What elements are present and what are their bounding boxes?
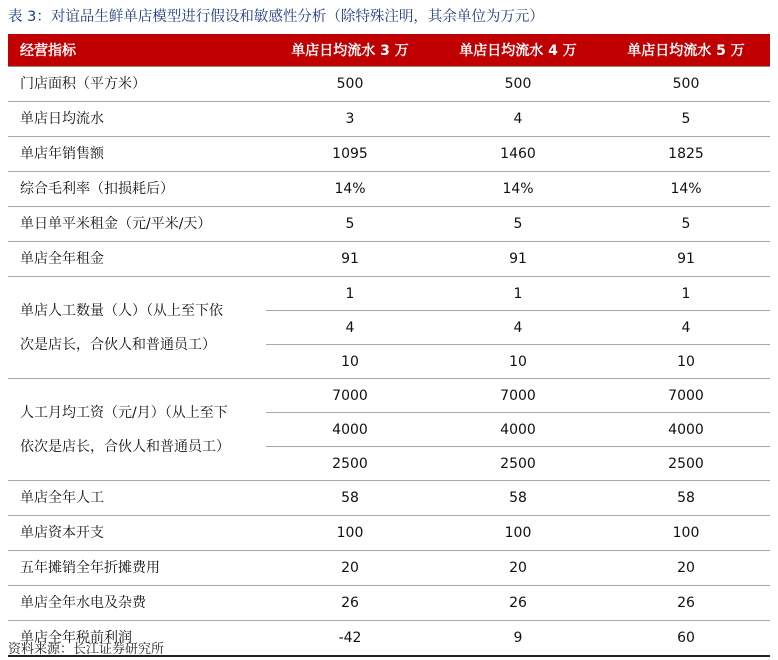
cell-value: 58 bbox=[434, 481, 602, 516]
cell-value: 7000 bbox=[602, 379, 770, 413]
cell-value: 14% bbox=[266, 172, 434, 207]
cell-value: 500 bbox=[602, 67, 770, 102]
cell-value: 58 bbox=[602, 481, 770, 516]
cell-value: 26 bbox=[434, 586, 602, 621]
cell-value: 2500 bbox=[434, 447, 602, 481]
table-row bbox=[8, 137, 770, 172]
cell-value: 1 bbox=[266, 277, 434, 311]
cell-value: 26 bbox=[602, 586, 770, 621]
table-row bbox=[8, 242, 770, 277]
row-label: 单店全年税前利润 bbox=[8, 621, 266, 657]
table-row bbox=[8, 102, 770, 137]
row-label: 单店资本开支 bbox=[8, 516, 266, 551]
cell-value: 500 bbox=[266, 67, 434, 102]
label-line: 次是店长，合伙人和普通员工） bbox=[20, 336, 216, 353]
cell-value: 2500 bbox=[266, 447, 434, 481]
cell-value: 1 bbox=[434, 277, 602, 311]
row-label-monthly-wage bbox=[8, 379, 266, 481]
source-note: 资料来源：长江证券研究所 bbox=[8, 642, 165, 657]
cell-value: 26 bbox=[266, 586, 434, 621]
cell-value: 20 bbox=[602, 551, 770, 586]
cell-value: 10 bbox=[434, 345, 602, 379]
table-row bbox=[8, 586, 770, 621]
cell-value: 20 bbox=[266, 551, 434, 586]
label-line: 人工月均工资（元/月）（从上至下 bbox=[20, 404, 228, 421]
cell-value: 5 bbox=[602, 102, 770, 137]
cell-value: 4 bbox=[434, 102, 602, 137]
row-label-staff-count bbox=[8, 277, 266, 379]
table-header-row bbox=[8, 34, 770, 67]
cell-value: 4000 bbox=[602, 413, 770, 447]
table-row bbox=[8, 481, 770, 516]
cell-value: 4000 bbox=[434, 413, 602, 447]
cell-value: 5 bbox=[602, 207, 770, 242]
store-model-table bbox=[8, 34, 770, 657]
cell-value: 1825 bbox=[602, 137, 770, 172]
cell-value: 20 bbox=[434, 551, 602, 586]
table-row bbox=[8, 277, 770, 311]
cell-value: 1460 bbox=[434, 137, 602, 172]
label-line: 单店人工数量（人）（从上至下依 bbox=[20, 302, 223, 319]
cell-value: 4 bbox=[602, 311, 770, 345]
header-scenario-4: 单店日均流水 4 万 bbox=[434, 34, 602, 67]
header-scenario-5: 单店日均流水 5 万 bbox=[602, 34, 770, 67]
cell-value: 5 bbox=[434, 207, 602, 242]
table-row bbox=[8, 67, 770, 102]
cell-value: 100 bbox=[434, 516, 602, 551]
cell-value: 3 bbox=[266, 102, 434, 137]
cell-value: 5 bbox=[266, 207, 434, 242]
header-scenario-3: 单店日均流水 3 万 bbox=[266, 34, 434, 67]
row-label: 单店年销售额 bbox=[8, 137, 266, 172]
cell-value: 500 bbox=[434, 67, 602, 102]
cell-value: 4 bbox=[266, 311, 434, 345]
table-row bbox=[8, 516, 770, 551]
row-label: 门店面积（平方米） bbox=[8, 67, 266, 102]
row-label: 单日单平米租金（元/平米/天） bbox=[8, 207, 266, 242]
cell-value: 100 bbox=[266, 516, 434, 551]
cell-value: 10 bbox=[266, 345, 434, 379]
cell-value: 4000 bbox=[266, 413, 434, 447]
cell-value: 10 bbox=[602, 345, 770, 379]
cell-value: -42 bbox=[266, 621, 434, 657]
label-line: 依次是店长，合伙人和普通员工） bbox=[20, 438, 230, 455]
table-row bbox=[8, 551, 770, 586]
table-row bbox=[8, 207, 770, 242]
cell-value: 58 bbox=[266, 481, 434, 516]
cell-value: 91 bbox=[434, 242, 602, 277]
table-caption: 表 3：对谊品生鲜单店模型进行假设和敏感性分析（除特殊注明，其余单位为万元） bbox=[8, 9, 544, 25]
cell-value: 7000 bbox=[434, 379, 602, 413]
row-label: 单店日均流水 bbox=[8, 102, 266, 137]
cell-value: 1 bbox=[602, 277, 770, 311]
cell-value: 1095 bbox=[266, 137, 434, 172]
cell-value: 91 bbox=[602, 242, 770, 277]
cell-value: 14% bbox=[602, 172, 770, 207]
cell-value: 60 bbox=[602, 621, 770, 657]
cell-value: 9 bbox=[434, 621, 602, 657]
row-label: 单店全年水电及杂费 bbox=[8, 586, 266, 621]
header-metric: 经营指标 bbox=[8, 34, 266, 67]
cell-value: 4 bbox=[434, 311, 602, 345]
row-label: 单店全年租金 bbox=[8, 242, 266, 277]
cell-value: 91 bbox=[266, 242, 434, 277]
cell-value: 7000 bbox=[266, 379, 434, 413]
table-row bbox=[8, 379, 770, 413]
cell-value: 2500 bbox=[602, 447, 770, 481]
row-label: 五年摊销全年折摊费用 bbox=[8, 551, 266, 586]
table-row bbox=[8, 172, 770, 207]
cell-value: 100 bbox=[602, 516, 770, 551]
row-label: 单店全年人工 bbox=[8, 481, 266, 516]
row-label: 综合毛利率（扣损耗后） bbox=[8, 172, 266, 207]
cell-value: 14% bbox=[434, 172, 602, 207]
